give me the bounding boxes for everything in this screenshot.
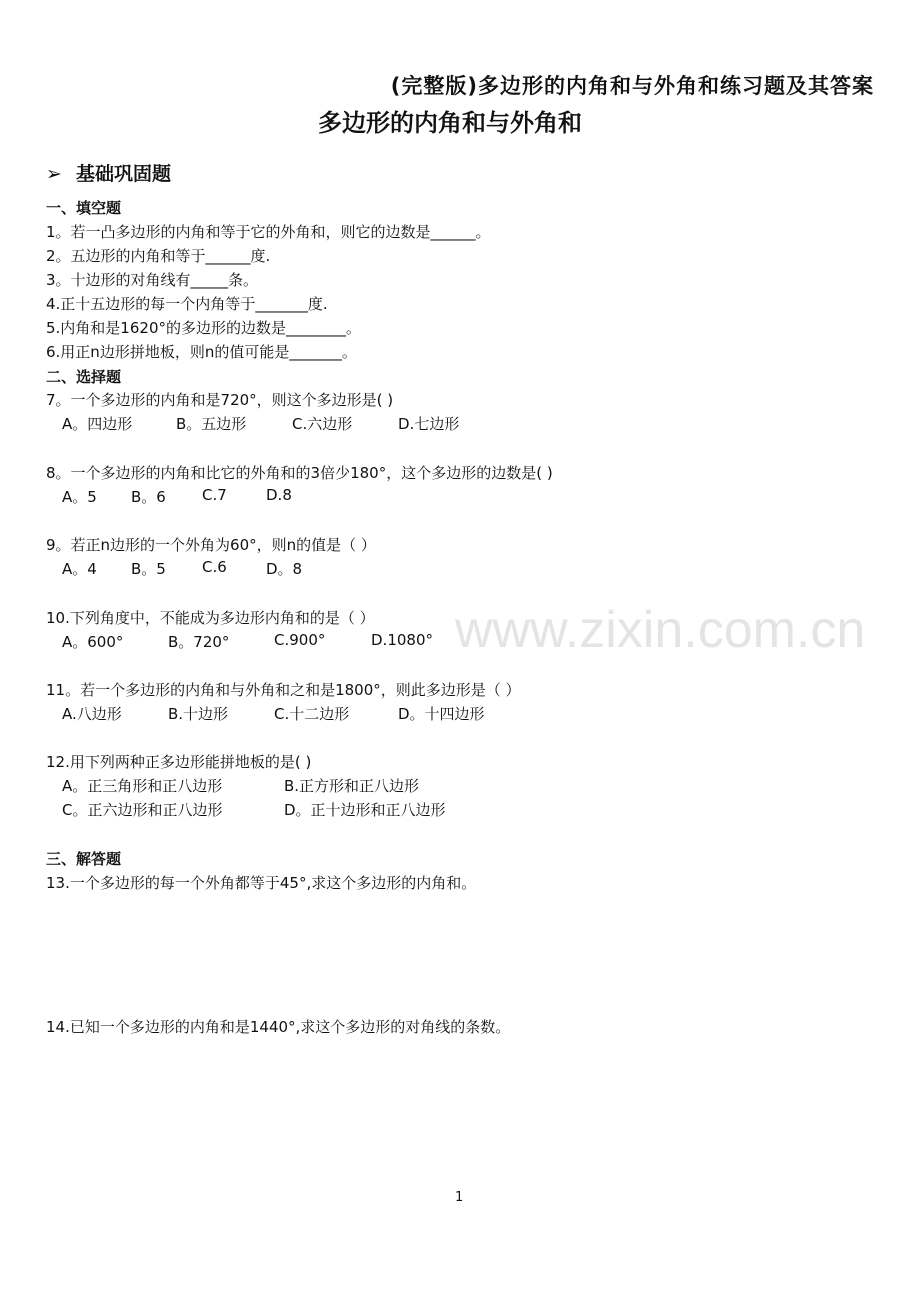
question-8: 8。一个多边形的内角和比它的外角和的3倍少180°，这个多边形的边数是( ) <box>46 464 553 482</box>
question-2: 2。五边形的内角和等于______度. <box>46 247 271 265</box>
option-8b: B。6 <box>131 488 166 506</box>
section-heading <box>46 159 171 186</box>
question-9: 9。若正n边形的一个外角为60°，则n的值是（ ） <box>46 536 376 554</box>
option-7d: D.七边形 <box>398 415 460 433</box>
watermark: www.zixin.com.cn <box>455 601 866 659</box>
option-7a: A。四边形 <box>62 415 133 433</box>
option-8d: D.8 <box>266 486 292 504</box>
question-6: 6.用正n边形拼地板，则n的值可能是_______。 <box>46 343 357 361</box>
question-7: 7。一个多边形的内角和是720°，则这个多边形是( ) <box>46 391 394 409</box>
option-10a: A。600° <box>62 633 124 651</box>
option-7b: B。五边形 <box>176 415 247 433</box>
option-11d: D。十四边形 <box>398 705 485 723</box>
option-8c: C.7 <box>202 486 227 504</box>
question-11: 11。若一个多边形的内角和与外角和之和是1800°，则此多边形是（ ） <box>46 681 521 699</box>
option-10b: B。720° <box>168 633 230 651</box>
option-12a: A。正三角形和正八边形 <box>62 777 223 795</box>
option-12b: B.正方形和正八边形 <box>284 777 420 795</box>
option-10d: D.1080° <box>371 631 433 649</box>
option-11a: A.八边形 <box>62 705 122 723</box>
question-4: 4.正十五边形的每一个内角等于_______度. <box>46 295 328 313</box>
option-7c: C.六边形 <box>292 415 353 433</box>
arrow-bullet-icon: ➢ <box>46 163 62 185</box>
question-12: 12.用下列两种正多边形能拼地板的是( ) <box>46 753 312 771</box>
question-5: 5.内角和是1620°的多边形的边数是________。 <box>46 319 361 337</box>
question-10: 10.下列角度中，不能成为多边形内角和的是（ ） <box>46 609 375 627</box>
option-9b: B。5 <box>131 560 166 578</box>
part-answer-title: 三、解答题 <box>46 850 122 868</box>
option-10c: C.900° <box>274 631 326 649</box>
option-9a: A。4 <box>62 560 97 578</box>
question-1: 1。若一凸多边形的内角和等于它的外角和，则它的边数是______。 <box>46 223 491 241</box>
option-12c: C。正六边形和正八边形 <box>62 801 223 819</box>
page-number: 1 <box>455 1190 464 1205</box>
question-3: 3。十边形的对角线有_____条。 <box>46 271 259 289</box>
page-title: 多边形的内角和与外角和 <box>318 109 582 137</box>
question-14: 14.已知一个多边形的内角和是1440°,求这个多边形的对角线的条数。 <box>46 1018 511 1036</box>
part-choice-title: 二、选择题 <box>46 368 122 386</box>
question-13: 13.一个多边形的每一个外角都等于45°,求这个多边形的内角和。 <box>46 874 477 892</box>
section-title: 基础巩固题 <box>76 163 172 185</box>
option-12d: D。正十边形和正八边形 <box>284 801 446 819</box>
option-11c: C.十二边形 <box>274 705 350 723</box>
option-9c: C.6 <box>202 558 227 576</box>
part-fill-blank-title: 一、填空题 <box>46 199 122 217</box>
option-8a: A。5 <box>62 488 97 506</box>
option-9d: D。8 <box>266 560 303 578</box>
document-title: (完整版)多边形的内角和与外角和练习题及其答案 <box>390 74 874 98</box>
option-11b: B.十边形 <box>168 705 229 723</box>
